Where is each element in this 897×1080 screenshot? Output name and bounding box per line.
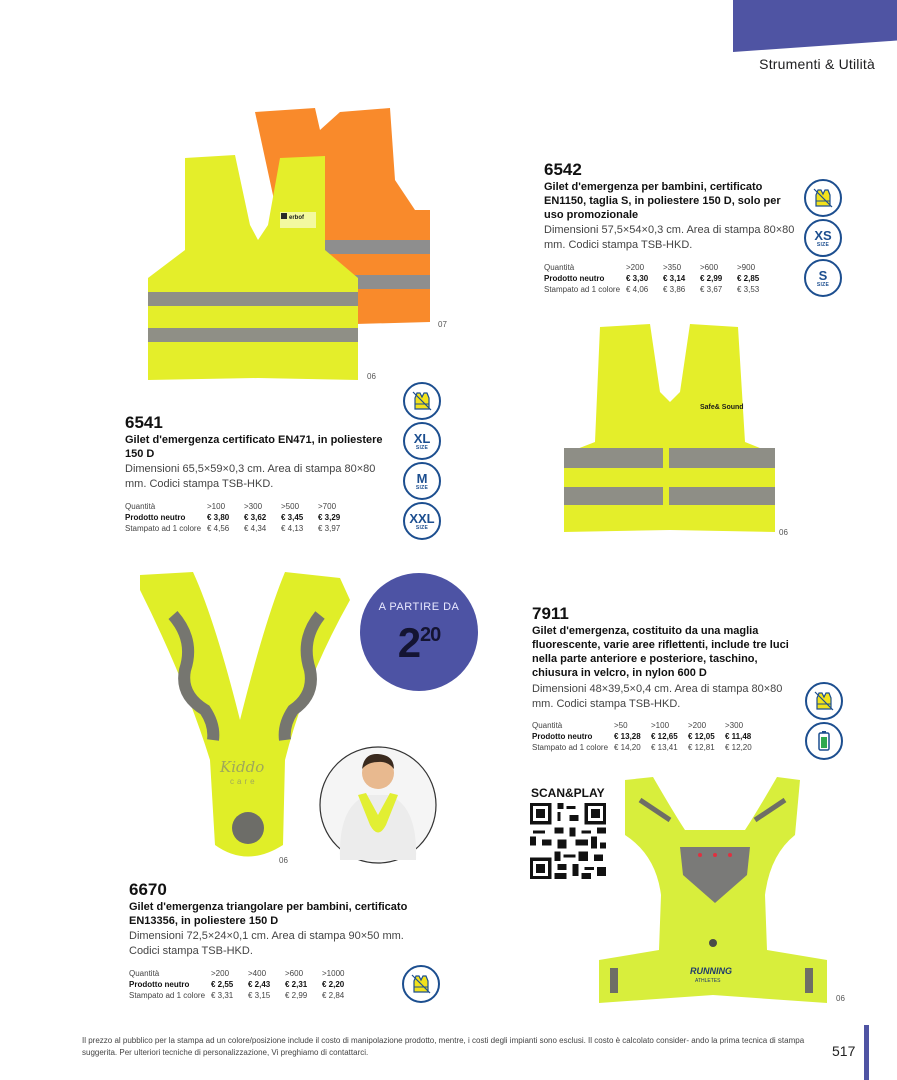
price-table-7911 [532,720,762,753]
price-badge [360,573,478,691]
reflective-vest-icon [403,382,441,420]
badge-price: $2^{20}$ [397,619,441,666]
corner-tab [733,0,897,52]
price-row-neutral: Prodotto neutro € 13,28 € 12,65 € 12,05 € 11,48 [532,732,752,741]
vest-logo-text: erbof [289,215,304,221]
footer-note: Il prezzo al pubblico per la stampa ad un colore/posizione include il costo di manipolazione prodotto, mentre, i costi degli impianti sono esclusi. Il costo è calcolato consider- ando la prima tecnica di stampa suggerita. Per ulteriori tecniche di personalizzazione, Vi preghiamo di contattarci. [82,1036,805,1057]
photo-label-7911: 06 [836,994,845,1003]
size-xl-icon: XL SIZE [403,422,441,460]
photo-label-6542: 06 [779,528,788,537]
running-text: RUNNING [690,966,732,976]
child-photo [318,745,438,865]
price-table-6542 [544,262,774,295]
safe-sound-text: Safe& Sound [700,404,744,411]
price-header: Quantità >200 >350 >600 >900 [544,263,756,272]
product-title-6670: Gilet d'emergenza triangolare per bambini, certificato EN13356, in poliestere 150 D [129,901,408,927]
product-desc-6542: Dimensioni 57,5×54×0,3 cm. Area di stampa 80×80 mm. Codici stampa TSB-HKD. [544,224,795,251]
product-code-7911: 7911 [532,604,569,623]
reflective-vest-icon [402,965,440,1003]
product-desc-7911: Dimensioni 48×39,5×0,4 cm. Area di stampa 80×80 mm. Codici stampa TSB-HKD. [532,683,783,710]
vest-6541-image [140,100,450,390]
photo-label-6670: 06 [279,856,288,865]
price-header: Quantità >100 >300 >500 >700 [125,502,337,511]
qr-label: SCAN&PLAY [531,786,605,800]
product-title-6542: Gilet d'emergenza per bambini, certificato EN1150, taglia S, in poliestere 150 D, solo per uso promozionale [544,181,781,221]
price-table-6541 [125,501,355,534]
running-sub-text: ATHLETES [695,978,721,984]
size-m-icon: M SIZE [403,462,441,500]
price-row-printed: Stampato ad 1 colore € 4,56 € 4,34 € 4,13 € 3,97 [125,524,341,533]
size-s-icon: S SIZE [804,259,842,297]
photo-label-orange: 07 [438,320,447,329]
vest-6542-image [560,322,780,537]
price-row-printed: Stampato ad 1 colore € 4,06 € 3,86 € 3,67 € 3,53 [544,285,760,294]
price-header: Quantità >50 >100 >200 >300 [532,721,744,730]
reflective-vest-icon [805,682,843,720]
price-row-neutral: Prodotto neutro € 3,30 € 3,14 € 2,99 € 2,85 [544,274,760,283]
page-marker-bar [864,1025,869,1080]
product-title-7911: Gilet d'emergenza, costituito da una maglia fluorescente, varie aree riflettenti, include tre luci nella parte anteriore e posteriore, taschino, chiusura in velcro, in nylon 600 D [532,625,789,679]
product-code-6542: 6542 [544,160,582,179]
battery-icon [805,722,843,760]
price-row-neutral: Prodotto neutro € 2,55 € 2,43 € 2,31 € 2,20 [129,980,345,989]
section-title: Strumenti & Utilità [759,56,875,72]
product-title-6541: Gilet d'emergenza certificato EN471, in poliestere 150 D [125,434,383,460]
price-row-printed: Stampato ad 1 colore € 14,20 € 13,41 € 12,81 € 12,20 [532,743,752,752]
kiddo-sub-text: care [230,777,258,786]
product-desc-6541: Dimensioni 65,5×59×0,3 cm. Area di stampa 80×80 mm. Codici stampa TSB-HKD. [125,463,376,490]
vest-7911-image [595,775,835,1005]
product-code-6670: 6670 [129,880,167,899]
badge-label: A PARTIRE DA [378,601,460,613]
product-desc-6670: Dimensioni 72,5×24×0,1 cm. Area di stampa 90×50 mm. Codici stampa TSB-HKD. [129,930,404,957]
size-xxl-icon: XXL SIZE [403,502,441,540]
price-row-neutral: Prodotto neutro € 3,80 € 3,62 € 3,45 € 3,29 [125,513,341,522]
price-table-6670 [129,968,359,1001]
kiddo-text: Kiddo [220,758,265,776]
page-number: 517 [832,1043,856,1059]
size-xs-icon: XS SIZE [804,219,842,257]
price-row-printed: Stampato ad 1 colore € 3,31 € 3,15 € 2,99 € 2,84 [129,991,345,1000]
product-code-6541: 6541 [125,413,163,432]
price-header: Quantità >200 >400 >600 >1000 [129,969,345,978]
reflective-vest-icon [804,179,842,217]
photo-label-yellow: 06 [367,372,376,381]
